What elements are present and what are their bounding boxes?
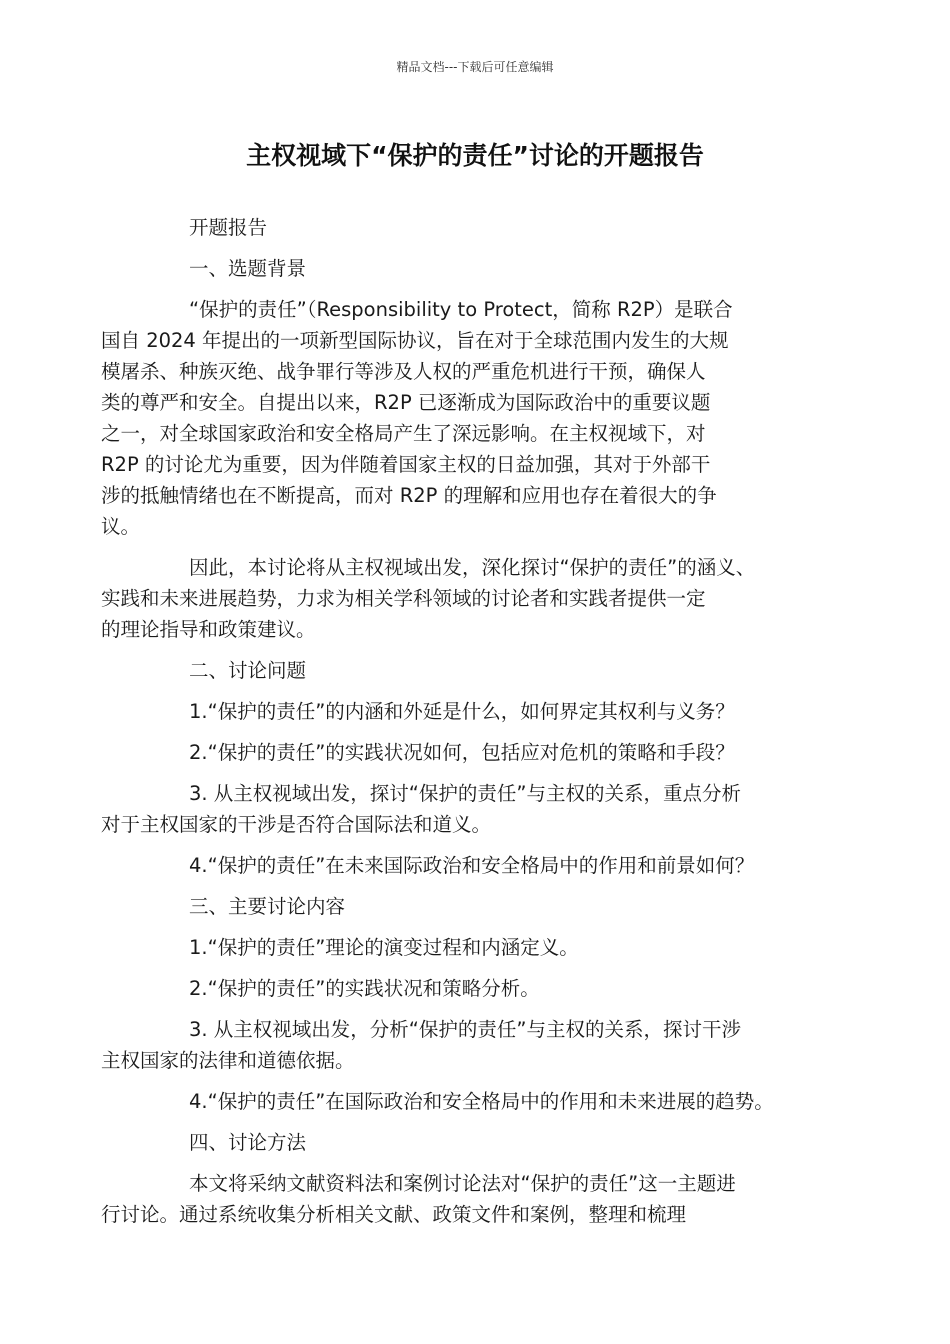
page-header: 精品文档---下载后可任意编辑 xyxy=(396,60,554,74)
paragraph-line: 行讨论。通过系统收集分析相关文献、政策文件和案例，整理和梳理 xyxy=(101,1203,687,1226)
paragraph xyxy=(101,552,805,645)
paragraph xyxy=(145,212,805,243)
paragraph xyxy=(145,696,805,727)
paragraph-line: 4.“保护的责任”在国际政治和安全格局中的作用和未来进展的趋势。 xyxy=(189,1090,774,1113)
paragraph-line: 1.“保护的责任”的内涵和外延是什么，如何界定其权利与义务？ xyxy=(189,700,735,723)
document-body xyxy=(101,212,805,1240)
paragraph xyxy=(145,932,805,963)
paragraph xyxy=(101,1168,805,1230)
paragraph xyxy=(145,850,805,881)
paragraph-line: 实践和未来进展趋势，力求为相关学科领域的讨论者和实践者提供一定 xyxy=(101,587,706,610)
paragraph-line: 国自 2024 年提出的一项新型国际协议，旨在对于全球范围内发生的大规 xyxy=(101,329,729,352)
paragraph xyxy=(145,655,805,686)
paragraph-line: 本文将采纳文献资料法和案例讨论法对“保护的责任”这一主题进 xyxy=(189,1172,736,1195)
paragraph-line: 3. 从主权视域出发，分析“保护的责任”与主权的关系，探讨干涉 xyxy=(189,1018,742,1041)
paragraph-line: 4.“保护的责任”在未来国际政治和安全格局中的作用和前景如何？ xyxy=(189,854,755,877)
paragraph xyxy=(145,1086,805,1117)
paragraph xyxy=(145,1127,805,1158)
paragraph-line: 2.“保护的责任”的实践状况如何，包括应对危机的策略和手段？ xyxy=(189,741,735,764)
paragraph-line: 类的尊严和安全。自提出以来，R2P 已逐渐成为国际政治中的重要议题 xyxy=(101,391,711,414)
paragraph-line: 对于主权国家的干涉是否符合国际法和道义。 xyxy=(101,813,492,836)
paragraph-line: 议。 xyxy=(101,515,141,538)
paragraph xyxy=(145,253,805,284)
paragraph-line: 涉的抵触情绪也在不断提高，而对 R2P 的理解和应用也存在着很大的争 xyxy=(101,484,717,507)
paragraph-line: R2P 的讨论尤为重要，因为伴随着国家主权的日益加强，其对于外部干 xyxy=(101,453,711,476)
paragraph-line: 三、主要讨论内容 xyxy=(189,895,346,918)
paragraph-line: 模屠杀、种族灭绝、战争罪行等涉及人权的严重危机进行干预，确保人 xyxy=(101,360,706,383)
paragraph-line: “保护的责任”（Responsibility to Protect，简称 R2P）是联合 xyxy=(189,298,733,321)
paragraph xyxy=(145,973,805,1004)
paragraph-line: 四、讨论方法 xyxy=(189,1131,307,1154)
paragraph-line: 的理论指导和政策建议。 xyxy=(101,618,316,641)
paragraph xyxy=(145,737,805,768)
paragraph-line: 主权国家的法律和道德依据。 xyxy=(101,1049,355,1072)
paragraph-line: 之一，对全球国家政治和安全格局产生了深远影响。在主权视域下，对 xyxy=(101,422,706,445)
paragraph-line: 开题报告 xyxy=(189,216,268,239)
paragraph xyxy=(101,1014,805,1076)
paragraph xyxy=(145,891,805,922)
paragraph-line: 因此，本讨论将从主权视域出发，深化探讨“保护的责任”的涵义、 xyxy=(189,556,756,579)
document-title: 主权视域下“保护的责任”讨论的开题报告 xyxy=(246,141,704,170)
paragraph-line: 1.“保护的责任”理论的演变过程和内涵定义。 xyxy=(189,936,579,959)
paragraph-line: 二、讨论问题 xyxy=(189,659,307,682)
paragraph xyxy=(101,294,805,542)
paragraph-line: 2.“保护的责任”的实践状况和策略分析。 xyxy=(189,977,540,1000)
paragraph xyxy=(101,778,805,840)
paragraph-line: 一、选题背景 xyxy=(189,257,307,280)
paragraph-line: 3. 从主权视域出发，探讨“保护的责任”与主权的关系，重点分析 xyxy=(189,782,742,805)
